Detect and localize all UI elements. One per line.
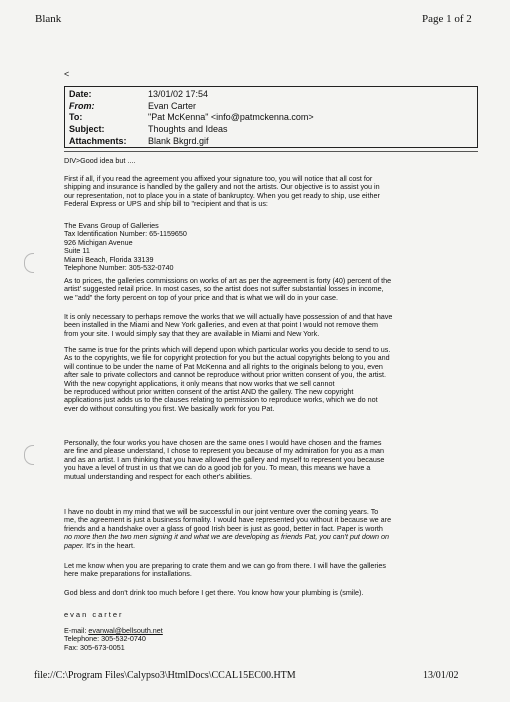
text-line: you have a level of trust in us that we can do a good job for you. To mean, this means we have a [64, 463, 371, 473]
attachments-value: Blank Bkgrd.gif [148, 136, 209, 146]
plain-fragment: It's in the heart. [84, 540, 136, 550]
to-value: "Pat McKenna" <info@patmckenna.com> [148, 112, 314, 122]
intro-text: DIV>Good idea but .... [64, 156, 136, 165]
header-separator [64, 151, 478, 152]
text-line: from your site. I would simply say that they are available in Miami and New York. [64, 328, 320, 338]
fax-line: Fax: 305-673-0051 [64, 642, 125, 652]
paragraph-crate [64, 562, 386, 579]
text-line: As to the copyrights, we file for copyright protection for you but the actual copyrights belong to you and [64, 353, 390, 363]
text-line: Let me know when you are preparing to crate them and we can go from there. I will have the galleries [64, 561, 387, 570]
footer-date: 13/01/02 [423, 670, 459, 681]
attachments-label: Attachments: [69, 136, 127, 146]
quote-marker: < [64, 69, 70, 79]
text-line: First if all, if you read the agreement you affixed your signature too, you will notice that all cost for [64, 174, 373, 183]
text-line: Federal Express or UPS and ship bill to "recipient and that is us: [64, 199, 268, 209]
text-line: God bless and don't drink too much before I get there. You know how your plumbing is (smile). [64, 588, 364, 597]
text-line: will continue to be under the name of Pat McKenna and all rights to the originals belong to you, even [64, 361, 383, 371]
paragraph-removal [64, 313, 392, 338]
text-line: applications just adds us to the clauses relating to permission to reproduce works, which we do not [64, 395, 378, 405]
paragraph-personal [64, 439, 384, 481]
text-line: I have no doubt in my mind that we will be successful in our joint venture over the coming years. To [64, 507, 379, 516]
text-line: are fine and please understand, I chose to represent you because of my admiration for you as a man [64, 446, 385, 456]
email-link[interactable]: evanwal@bellsouth.net [88, 626, 163, 635]
text-line: Tax Identification Number: 65-1159650 [64, 229, 187, 239]
paragraph-closing [64, 589, 363, 597]
footer-file-path: file://C:\Program Files\Calypso3\HtmlDocs\CCAL15EC00.HTM [34, 670, 296, 681]
text-line: mutual understanding and respect for each other's abilities. [64, 471, 252, 481]
text-line: The same is true for the prints which will depend upon which particular works you decide to send to us. [64, 345, 391, 354]
text-line: our representation, not to place you in a state of bankruptcy. When you get ready to ship, use either [64, 190, 380, 200]
text-line: Personally, the four works you have chosen are the same ones I would have chosen and the frames [64, 438, 382, 447]
from-label: From: [69, 101, 95, 111]
italic-fragment: paper. [64, 540, 85, 550]
print-header-title: Blank [35, 13, 62, 25]
text-line: Suite 11 [64, 246, 90, 256]
email-label: E-mail: [64, 626, 89, 635]
punch-hole-mark [24, 253, 34, 273]
text-line-italic: no more then the two men signing it and what we are developing as friends Pat, you can't put down on [64, 532, 390, 542]
from-value: Evan Carter [148, 101, 197, 111]
paragraph-shipping [64, 175, 380, 209]
text-line: me, the agreement is just a business formality. I would have represented you without it because we are [64, 515, 392, 525]
subject-value: Thoughts and Ideas [148, 124, 228, 134]
text-line: ever do without consulting you first. We basically work for you Pat. [64, 403, 275, 413]
paragraph-agreement [64, 508, 391, 550]
text-line: It is only necessary to perhaps remove the works that we will actually have possession of and that have [64, 312, 393, 321]
intro-line [64, 157, 135, 165]
text-line: Miami Beach, Florida 33139 [64, 254, 154, 264]
text-line: been installed in the Miami and New York galleries, and even at that point I would not remove them [64, 320, 379, 330]
text-line: Telephone Number: 305-532-0740 [64, 263, 174, 273]
text-line: after sale to private collectors and cannot be reproduce without prior written consent of you, the artist. [64, 370, 387, 380]
paragraph-copyrights [64, 346, 390, 413]
text-line-mixed [64, 542, 391, 550]
signature-name: evan carter [64, 610, 124, 619]
text-line: and as an artist. I am thinking that you have allowed the gallery and myself to represent you because [64, 454, 385, 464]
text-line: here make preparations for installations. [64, 569, 192, 579]
gallery-address-block [64, 222, 187, 272]
text-line: The Evans Group of Galleries [64, 221, 159, 230]
date-value: 13/01/02 17:54 [148, 89, 209, 99]
text-line: 926 Michigan Avenue [64, 237, 133, 247]
subject-label: Subject: [69, 124, 105, 134]
paragraph-prices [64, 277, 391, 302]
text-line: As to prices, the galleries commissions on works of art as per the agreement is forty (40) percent of the [64, 276, 392, 285]
page-number: Page 1 of 2 [422, 13, 472, 25]
text-line: friends and a handshake over a glass of good Irish beer is just as good, better in fact. Paper is worth [64, 523, 383, 533]
text-line: With the new copyright applications, it only means that now works that we sell cannot [64, 378, 335, 388]
text-line: artist' suggested retail price. In most cases, so the artist does not suffer substantial losses in income, [64, 284, 384, 294]
to-label: To: [69, 112, 83, 122]
telephone-line: Telephone: 305-532-0740 [64, 634, 146, 644]
contact-block [64, 627, 163, 652]
text-line: be reproduced without prior written consent of the artist AND the gallery. The new copyright [64, 387, 354, 397]
text-line: shipping and insurance is handled by the gallery and not the artists. Our objective is to assist you in [64, 182, 380, 192]
punch-hole-mark [24, 445, 34, 465]
email-header-box [64, 86, 478, 148]
date-label: Date: [69, 89, 92, 99]
text-line: we "add" the forty percent on top of your price and that is what we will do in your case. [64, 292, 338, 302]
